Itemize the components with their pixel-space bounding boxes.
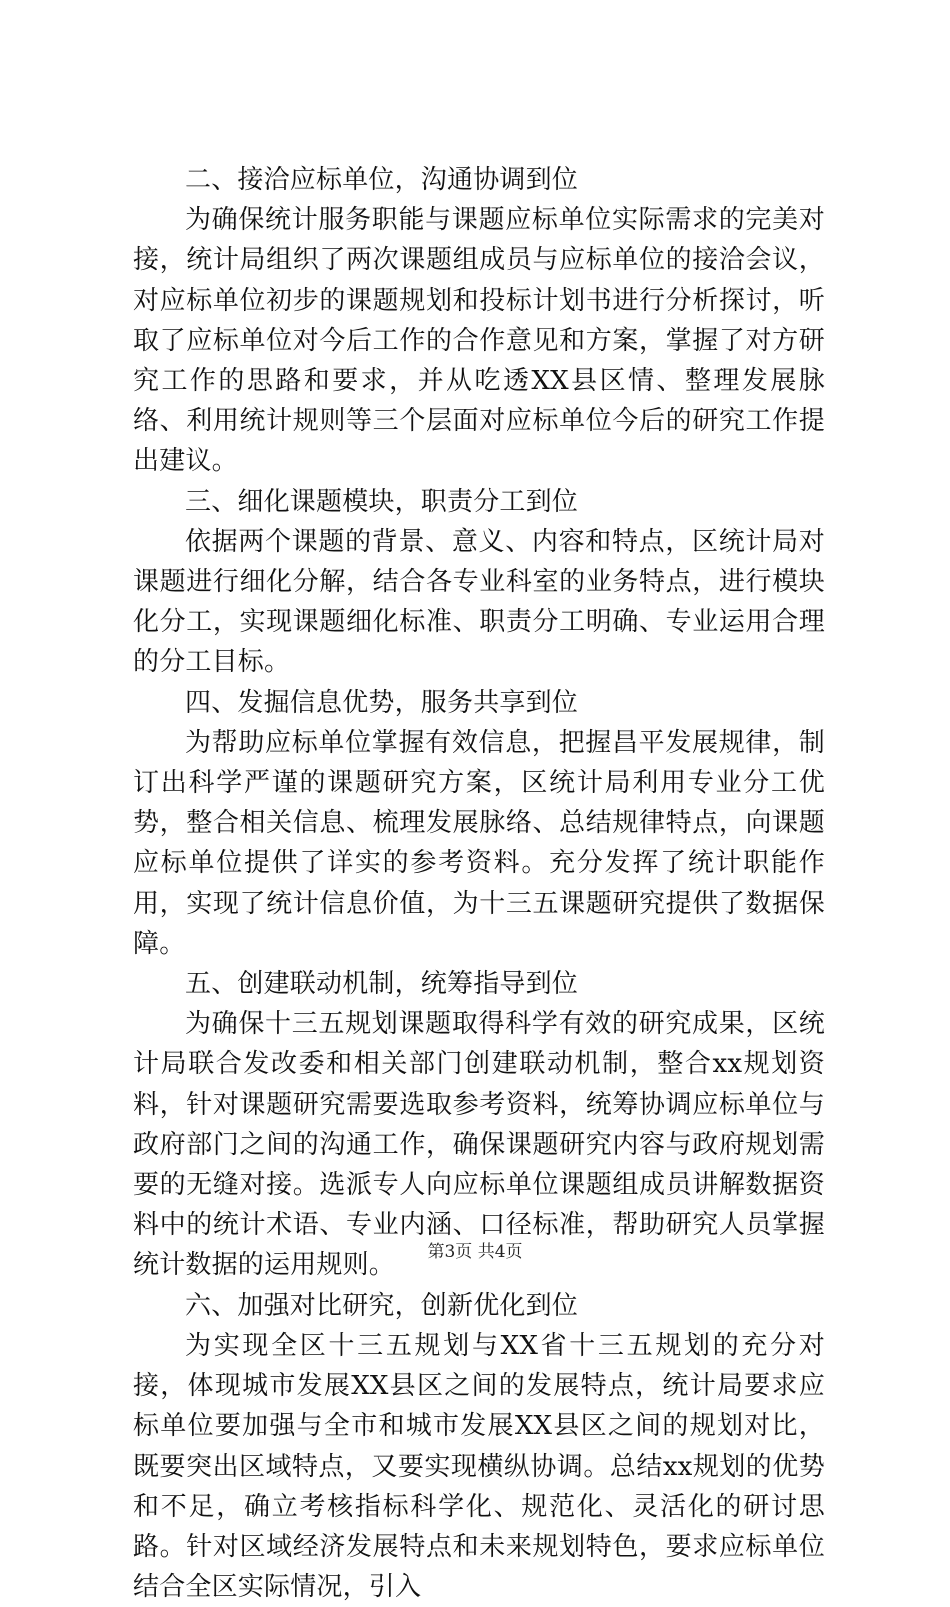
section-body-3: 依据两个课题的背景、意义、内容和特点，区统计局对课题进行细化分解，结合各专业科室的业务特点，进行模块化分工，实现课题细化标准、职责分工明确、专业运用合理的分工目标。 (133, 526, 825, 678)
document-body (133, 160, 825, 1607)
section-body-2: 为确保统计服务职能与课题应标单位实际需求的完美对接，统计局组织了两次课题组成员与应标单位的接洽会议，对应标单位初步的课题规划和投标计划书进行分析探讨，听取了应标单位对今后工作的合作意见和方案，掌握了对方研究工作的思路和要求，并从吃透XX县区情、整理发展脉络、利用统计规则等三个层面对应标单位今后的研究工作提出建议。 (133, 205, 825, 477)
section-heading-4: 四、发掘信息优势，服务共享到位 (185, 687, 579, 718)
section-body-4: 为帮助应标单位掌握有效信息，把握昌平发展规律，制订出科学严谨的课题研究方案，区统计局利用专业分工优势，整合相关信息、梳理发展脉络、总结规律特点，向课题应标单位提供了详实的参考资料。充分发挥了统计职能作用，实现了统计信息价值，为十三五课题研究提供了数据保障。 (133, 727, 825, 959)
page-number-footer: 第3页 共4页 (427, 1242, 523, 1262)
section-heading-2: 二、接洽应标单位，沟通协调到位 (185, 165, 579, 195)
section-body-5: 为确保十三五规划课题取得科学有效的研究成果，区统计局联合发改委和相关部门创建联动机制，整合xx规划资料，针对课题研究需要选取参考资料，统筹协调应标单位与政府部门之间的沟通工作，确保课题研究内容与政府规划需要的无缝对接。选派专人向应标单位课题组成员讲解数据资料中的统计术语、专业内涵、口径标准，帮助研究人员掌握统计数据的运用规则。 (133, 1009, 825, 1281)
section-heading-6: 六、加强对比研究，创新优化到位 (185, 1290, 579, 1321)
section-heading-3: 三、细化课题模块，职责分工到位 (185, 486, 579, 517)
section-heading-5: 五、创建联动机制，统筹指导到位 (185, 969, 579, 1000)
section-body-6: 为实现全区十三五规划与XX省十三五规划的充分对接，体现城市发展XX县区之间的发展特点，统计局要求应标单位要加强与全市和城市发展XX县区之间的规划对比，既要突出区域特点，又要实现横纵协调。总结xx规划的优势和不足，确立考核指标科学化、规范化、灵活化的研讨思路。针对区域经济发展特点和未来规划特色，要求应标单位结合全区实际情况，引入 (133, 1330, 825, 1603)
